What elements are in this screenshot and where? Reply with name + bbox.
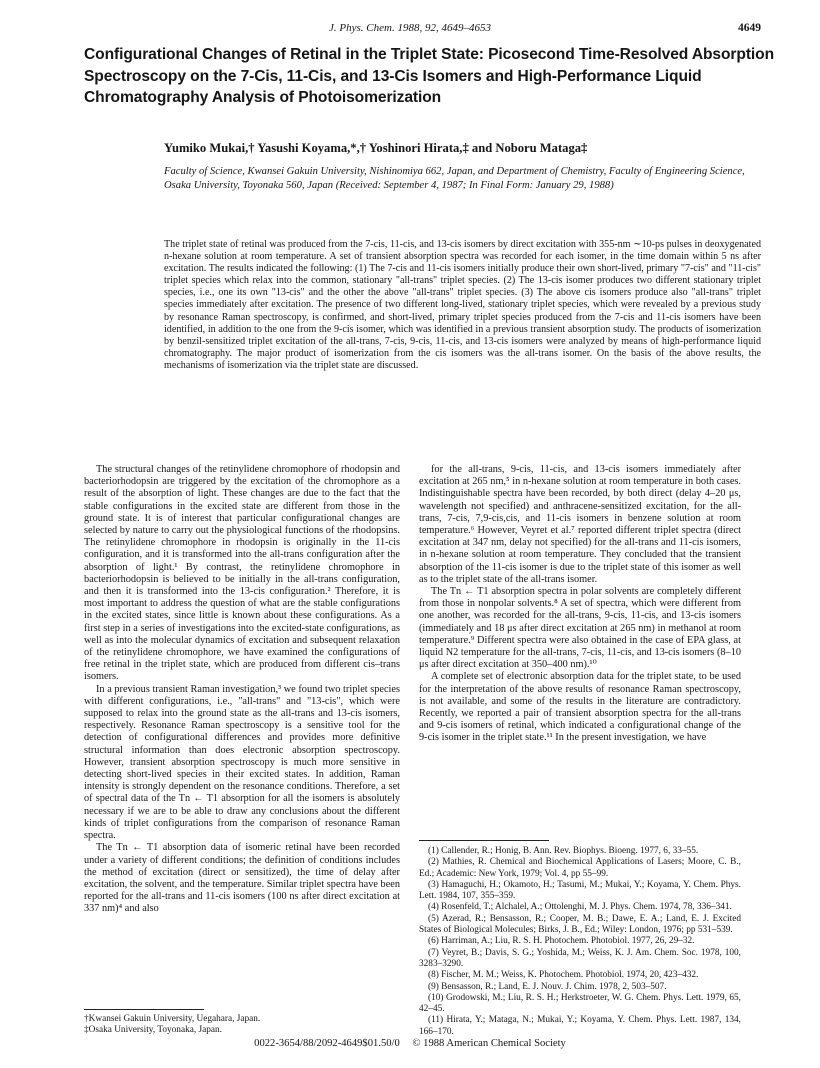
copyright-notice: © 1988 American Chemical Society — [412, 1038, 566, 1049]
body-paragraph: A complete set of electronic absorption data for the triplet state, to be used for the interpretation of the above results of resonance Raman spectroscopy, is not available, and some of the results in the literature are contradictory. Recently, we reported a pair of transient absorption spectra for the all-trans and 9-cis isomers of retinal, which indicated a configurational change of the 9-cis isomer in the triplet state.¹¹ In the present investigation, we have — [419, 671, 741, 744]
references-divider — [419, 840, 549, 841]
body-column-left — [84, 464, 400, 916]
affiliation: Faculty of Science, Kwansei Gakuin University, Nishinomiya 662, Japan, and Department of Chemistry, Faculty of Engineering Science, Osaka University, Toyonaka 560, Japan (Received: September 4, 1987; In Final Form: January 29, 1988) — [164, 166, 745, 191]
body-paragraph: In a previous transient Raman investigation,³ we found two triplet species with different configurations, i.e., "all-trans" and "13-cis", which were supposed to relax into the ground state as the all-trans and 13-cis isomers, respectively. Resonance Raman spectroscopy is a sensitive tool for the detection of configurational differences and provides more definitive structural information than does electronic absorption spectroscopy. However, transient absorption spectroscopy is much more sensitive in detecting short-lived species in their excited states. In addition, Raman intensity is strongly dependent on the resonance conditions. Therefore, a set of spectral data of the Tn ← T1 absorption for all the isomers is absolutely necessary if we are to be able to draw any conclusions about the different kinds of triplet configurations from the comparison of resonance Raman spectra. — [84, 683, 400, 842]
footnote-item: †Kwansei Gakuin University, Uegahara, Japan. — [84, 1014, 261, 1024]
body-paragraph: for the all-trans, 9-cis, 11-cis, and 13-cis isomers immediately after excitation at 265 nm,⁵ in n-hexane solution at room temperature in both cases. Indistinguishable spectra have been recorded, by both direct (delay 4–20 μs, wavelength not specified) and anthracene-sensitized excitation, for the all-trans, 7-cis, 7,9-cis,cis, and 11-cis isomers in benzene solution at room temperature.⁶ However, Veyret et al.⁷ reported different triplet spectra (direct excitation at 347 nm, delay not specified) for the all-trans and 11-cis isomers, in n-hexane solution at room temperature. They concluded that the transient absorption of the 11-cis isomer is due to the triplet state of this isomer as well as to the triplet state of the all-trans isomer. — [419, 464, 741, 585]
footnote-item: ‡Osaka University, Toyonaka, Japan. — [84, 1025, 222, 1036]
reference-list — [419, 846, 741, 1038]
reference-item: (1) Callender, R.; Honig, B. Ann. Rev. Biophys. Bioeng. 1977, 6, 33–55. — [428, 846, 699, 856]
body-paragraph: The Tn ← T1 absorption data of isomeric retinal have been recorded under a variety of different conditions; the definition of conditions includes the method of excitation (direct or sensitized), the time of delay after excitation, the solvent, and the temperature. Similar triplet spectra have been reported for the all-trans and 11-cis isomers (100 ns after direct excitation at 337 nm)⁴ and also — [84, 842, 400, 915]
reference-item: (6) Harriman, A.; Liu, R. S. H. Photochem. Photobiol. 1977, 26, 29–32. — [428, 936, 695, 947]
body-paragraph: The structural changes of the retinylidene chromophore of rhodopsin and bacteriorhodopsin are triggered by the excitation of the chromophore as a result of the absorption of light. These changes are due to the fact that the stable configurations in the excited state are different from those in the ground state. It is of interest that particular configurational changes are selected by nature to carry out the physiological functions of the rhodopsins. The retinylidene chromophore in rhodopsin is originally in the 11-cis configuration, and it is transformed into the all-trans configuration after the absorption of light.¹ By contrast, the retinylidene chromophore in bacteriorhodopsin is believed to be initially in the all-trans configuration, and then it is transformed into the 13-cis configuration.² Therefore, it is most important to address the question of what are the stable configurations in the excited states, since little is known about these configurations. As a first step in a series of investigations into the excited-state configurations, as well as into the molecular dynamics of excitation and subsequent relaxation of the retinylidene chromophore, we have examined the configurations of free retinal in the triplet state, which are produced from different cis–trans isomers. — [84, 464, 400, 683]
reference-item: (3) Hamaguchi, H.; Okamoto, H.; Tasumi, M.; Mukai, Y.; Koyama, Y. Chem. Phys. Lett. 1984, 107, 355–359. — [419, 879, 741, 902]
page-footer — [0, 1038, 820, 1049]
reference-item: (8) Fischer, M. M.; Weiss, K. Photochem. Photobiol. 1974, 20, 423–432. — [428, 970, 699, 981]
running-head: J. Phys. Chem. 1988, 92, 4649–4653 — [329, 22, 491, 34]
reference-item: (9) Bensasson, R.; Land, E. J. Nouv. J. Chim. 1978, 2, 503–507. — [428, 981, 667, 992]
abstract: The triplet state of retinal was produced from the 7-cis, 11-cis, and 13-cis isomers by direct excitation with 355-nm ∼10-ps pulses in deoxygenated n-hexane solution at room temperature. A set of transient absorption spectra was recorded for each isomer, in the time domain within 5 ns after excitation. The results indicated the following: (1) The 7-cis and 11-cis isomers initially produce their own short-lived, primary "7-cis" and "11-cis" triplet species which relax into the common, stationary "all-trans" triplet species. (2) The 13-cis isomer produces two different stationary triplet species, i.e., one its own "13-cis" and the other the above "all-trans" triplet species. (3) The above cis isomers produce also "all-trans" triplet species immediately after excitation. The presence of two different long-lived, stationary triplet species, which were revealed by a previous study by resonance Raman spectroscopy, is confirmed, and short-lived, primary triplet species produced from the 7-cis and 11-cis isomers have been identified, in addition to the one from the 9-cis isomer, which was identified in a previous transient absorption study. The products of isomerization by benzil-sensitized triplet excitation of the all-trans, 7-cis, 9-cis, 11-cis, and 13-cis isomers were analyzed by means of high-performance liquid chromatography. The major product of isomerization from the cis isomers was the all-trans isomer. On the basis of the above results, the mechanisms of isomerization via the triplet state are discussed. — [164, 239, 761, 371]
reference-item: (7) Veyret, B.; Davis, S. G.; Yoshida, M.; Weiss, K. J. Am. Chem. Soc. 1978, 100, 3283–3290. — [419, 947, 741, 969]
reference-item: (4) Rosenfeld, T.; Alchalel, A.; Ottolenghi, M. J. Phys. Chem. 1974, 78, 336–341. — [428, 902, 732, 913]
reference-item: (5) Azerad, R.; Bensasson, R.; Cooper, M. B.; Dawe, E. A.; Land, E. J. Excited States of Biological Molecules; Birks, J. B., Ed.; Wiley: London, 1976; pp 531–539. — [419, 913, 741, 936]
paper-title: Configurational Changes of Retinal in the Triplet State: Picosecond Time-Resolved Absorption Spectroscopy on the 7-Cis, 11-Cis, and 13-Cis Isomers and High-Performance Liquid Chromatography Analysis of Photoisomerization — [84, 46, 774, 106]
reference-item: (11) Hirata, Y.; Mataga, N.; Mukai, Y.; Koyama, Y. Chem. Phys. Lett. 1987, 134, 166–170. — [419, 1015, 741, 1037]
article-code: 0022-3654/88/2092-4649$01.50/0 — [254, 1038, 400, 1049]
affiliation-footnotes — [84, 1014, 394, 1037]
author-list: Yumiko Mukai,† Yasushi Koyama,*,† Yoshinori Hirata,‡ and Noboru Mataga‡ — [164, 141, 588, 155]
body-paragraph: The Tn ← T1 absorption spectra in polar solvents are completely different from those in nonpolar solvents.⁸ A set of spectra, which were different from one another, was recorded for the all-trans, 9-cis, 11-cis, and 13-cis isomers (immediately and 18 μs after direct excitation at 265 nm) in methanol at room temperature.⁹ Different spectra were also obtained in the case of EPA glass, at liquid N2 temperature for the all-trans, 7-cis, 11-cis, and 13-cis isomers (8–10 μs after direct excitation at 350–400 nm).¹⁰ — [419, 586, 741, 671]
footnote-divider — [84, 1009, 204, 1010]
body-column-right — [419, 464, 741, 745]
reference-item: (10) Grodowski, M.; Liu, R. S. H.; Herkstroeter, W. G. Chem. Phys. Lett. 1979, 65, 42–45. — [419, 992, 741, 1015]
reference-item: (2) Mathies, R. Chemical and Biochemical Applications of Lasers; Moore, C. B., Ed.; Academic: New York, 1979; Vol. 4, pp 55–99. — [419, 857, 741, 879]
page-number: 4649 — [738, 22, 761, 34]
